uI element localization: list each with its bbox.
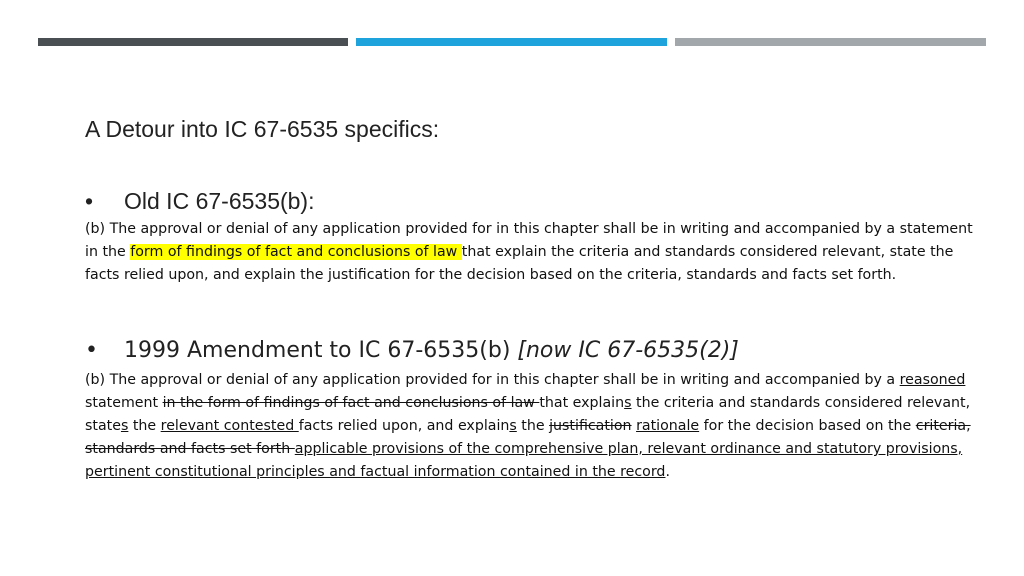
top-bar-gray (675, 38, 986, 46)
amend-text: . (665, 464, 670, 480)
amendment-current-cite: [now IC 67-6535(2)] (517, 338, 739, 363)
top-bar-blue (356, 38, 667, 46)
amend-text: statement (85, 395, 163, 411)
old-text-b: that explain the criteria and standards considered relevant, state the facts relied upon, and explain the justification for the decision based on the criteria, standards and facts set forth. (85, 244, 954, 283)
amend-deleted: justification (549, 418, 632, 434)
amend-inserted: relevant contested (160, 418, 299, 434)
amend-text: the criteria and standards considered relevant, state (85, 395, 971, 434)
old-statute-paragraph (85, 218, 975, 287)
amend-inserted: s (624, 395, 632, 411)
bullet-old-statute-text: Old IC 67-6535(b): (124, 188, 315, 214)
bullet-dot: • (85, 338, 98, 363)
highlighted-phrase: form of findings of fact and conclusions of law (130, 244, 462, 260)
amend-inserted: rationale (636, 418, 700, 434)
amend-text: that explain (539, 395, 625, 411)
amend-inserted: s (120, 418, 129, 434)
slide-heading: A Detour into IC 67-6535 specifics: (85, 116, 440, 142)
amendment-paragraph (85, 369, 975, 484)
top-bar-dark (38, 38, 348, 46)
amend-text: the (128, 418, 161, 434)
amend-deleted: in the form of findings of fact and conclusions of law (162, 395, 540, 411)
old-text-a: (b) The approval or denial of any application provided for in this chapter shall be in writing and accompanied by a statement in the (85, 221, 973, 260)
decorative-top-bars (38, 38, 986, 46)
amend-inserted: applicable provisions of the comprehensive plan, relevant ordinance and statutory provisions, pertinent constitutional principles and factual information contained in the record (85, 441, 963, 480)
bullet-amendment-text (124, 338, 739, 363)
amend-inserted: reasoned (899, 372, 966, 388)
amend-text: facts relied upon, and explain (298, 418, 510, 434)
amendment-title: 1999 Amendment to IC 67-6535(b) (124, 338, 518, 363)
amend-inserted: s (509, 418, 517, 434)
amend-text: the (516, 418, 550, 434)
amend-text: for the decision based on the (699, 418, 916, 434)
bullet-dot: • (85, 188, 94, 214)
amend-text: (b) The approval or denial of any application provided for in this chapter shall be in writing and accompanied by a (85, 372, 900, 388)
amend-deleted: criteria, standards and facts set forth (85, 418, 971, 457)
